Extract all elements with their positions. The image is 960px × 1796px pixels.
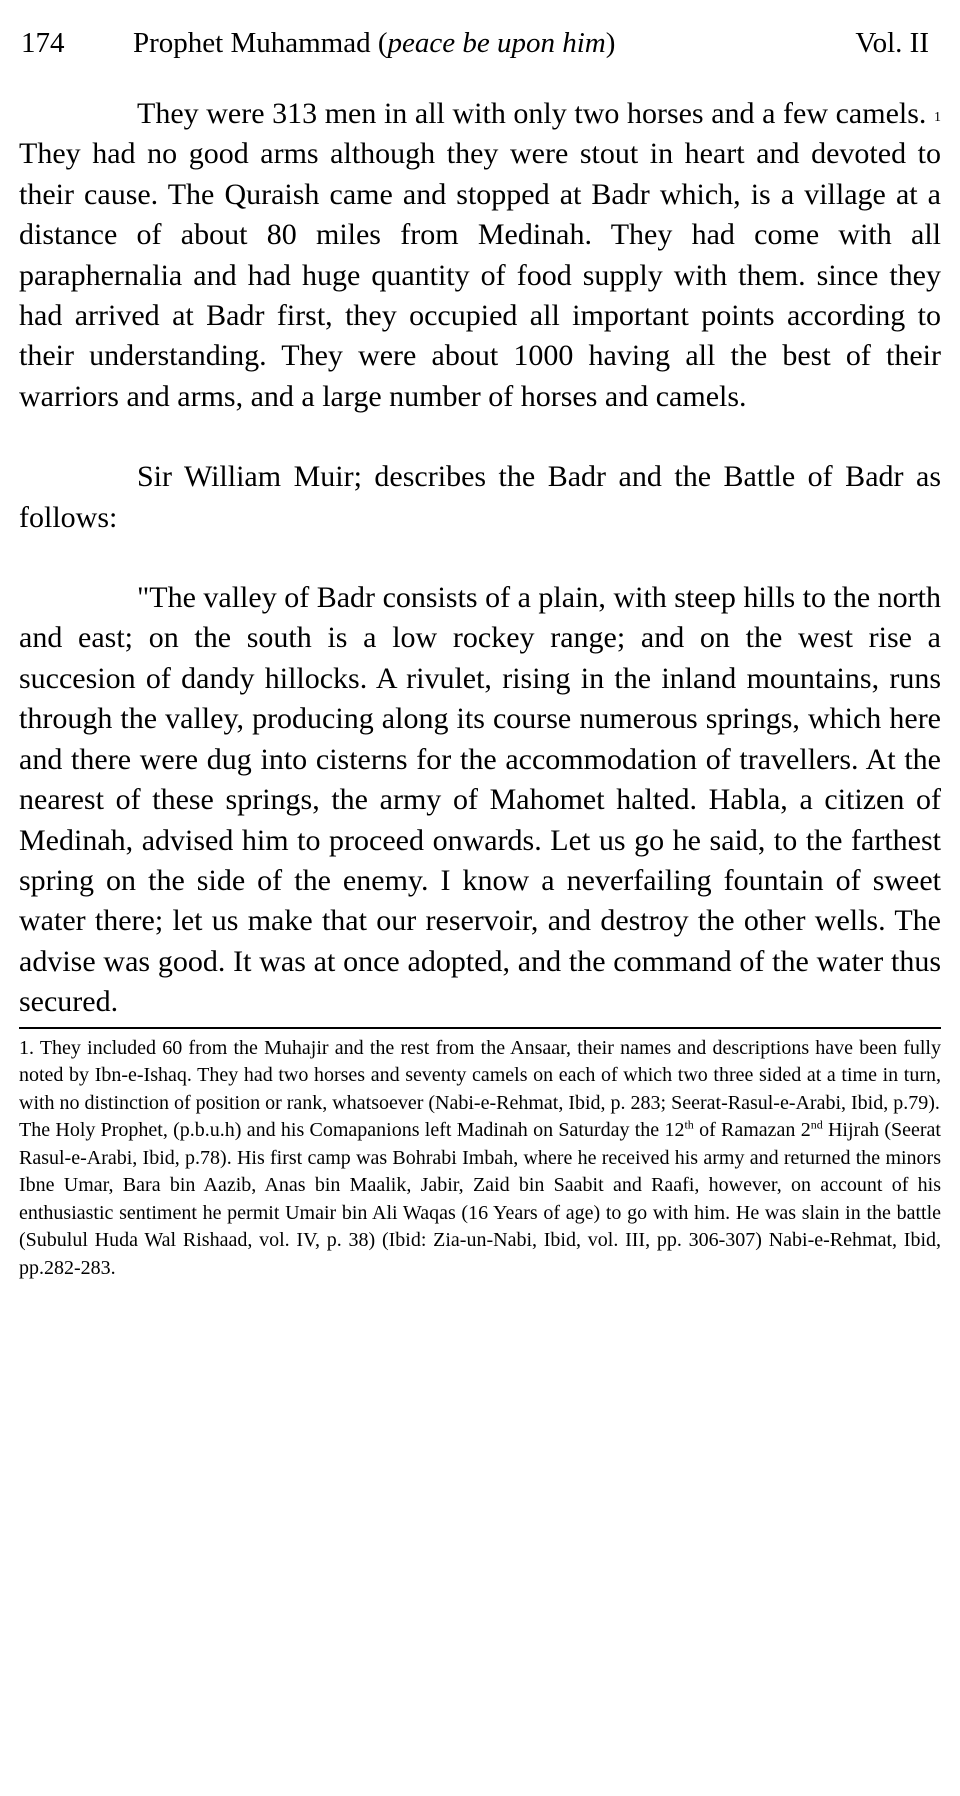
paragraph-2: Sir William Muir; describes the Badr and the Battle of Badr as follows:: [19, 460, 941, 534]
footnote-reference-1[interactable]: 1: [934, 110, 942, 125]
footnote-2: [19, 1117, 941, 1282]
running-header: [19, 22, 941, 64]
book-title-main: Prophet Muhammad (: [133, 27, 388, 59]
paragraph-1-rest: They had no good arms although they were stout in heart and devoted to their cause. The Quraish came and stopped at Badr which, is a village at a distance of about 80 miles from Medinah. They had come with all paraphernalia and had huge quantity of food supply with them. since they had arrived at Badr first, they occupied all important points according to their understanding. They were about 1000 having all the best of their warriors and arms, and a large number of horses and camels.: [19, 137, 941, 413]
paragraph-3-quote: "The valley of Badr consists of a plain, with steep hills to the north and east; on the south is a low rockey range; and on the west rise a succesion of dandy hillocks. A rivulet, rising in the inland mountains, runs through the valley, producing along its course numerous springs, which here and there were dug into cisterns for the accommodation of travellers. At the nearest of these springs, the army of Mahomet halted. Habla, a citizen of Medinah, advised him to proceed onwards. Let us go he said, to the farthest spring on the side of the enemy. I know a neverfailing fountain of sweet water there; let us make that our reservoir, and destroy the other wells. The advise was good. It was at once adopted, and the command of the water thus secured.: [19, 581, 941, 1019]
footnotes: [19, 1035, 941, 1283]
footnote-2-sup-nd: nd: [810, 1117, 823, 1132]
book-title-close: ): [605, 27, 616, 59]
volume-label: Vol. II: [855, 27, 929, 59]
book-title: [133, 22, 615, 64]
footnote-2-part-a: The Holy Prophet, (p.b.u.h) and his Comapanions left Madinah on Saturday the 12: [19, 1119, 685, 1142]
footnote-1: 1. They included 60 from the Muhajir and the rest from the Ansaar, their names and descriptions have been fully noted by Ibn-e-Ishaq. They had two horses and seventy camels on each of which two three sided at a time in turn, with no distinction of position or rank, whatsoever (Nabi-e-Rehmat, Ibid, p. 283; Seerat-Rasul-e-Arabi, Ibid, p.79).: [19, 1036, 941, 1114]
paragraph-1: [19, 94, 941, 417]
footnote-2-sup-th: th: [684, 1117, 694, 1132]
footnote-2-part-c: Hijrah (Seerat Rasul-e-Arabi, Ibid, p.78). His first camp was Bohrabi Imbah, where he received his army and returned the minors Ibne Umar, Bara bin Aazib, Anas bin Maalik, Jabir, Zaid bin Saabit and Raafi, however, on account of his enthusiastic sentiment he permit Umair bin Ali Waqas (16 Years of age) to go with him. He was slain in the battle (Subulul Huda Wal Rishaad, vol. IV, p. 38) (Ibid: Zia-un-Nabi, Ibid, vol. III, pp. 306-307) Nabi-e-Rehmat, Ibid, pp.282-283.: [19, 1119, 941, 1279]
book-page: [19, 0, 941, 1282]
footnote-separator: [19, 1027, 941, 1029]
paragraph-1-start: They were 313 men in all with only two horses and a few camels.: [137, 97, 927, 130]
page-number: 174: [21, 27, 65, 59]
footnote-2-part-b: of Ramazan 2: [693, 1119, 811, 1142]
book-title-italic: peace be upon him: [387, 27, 606, 59]
